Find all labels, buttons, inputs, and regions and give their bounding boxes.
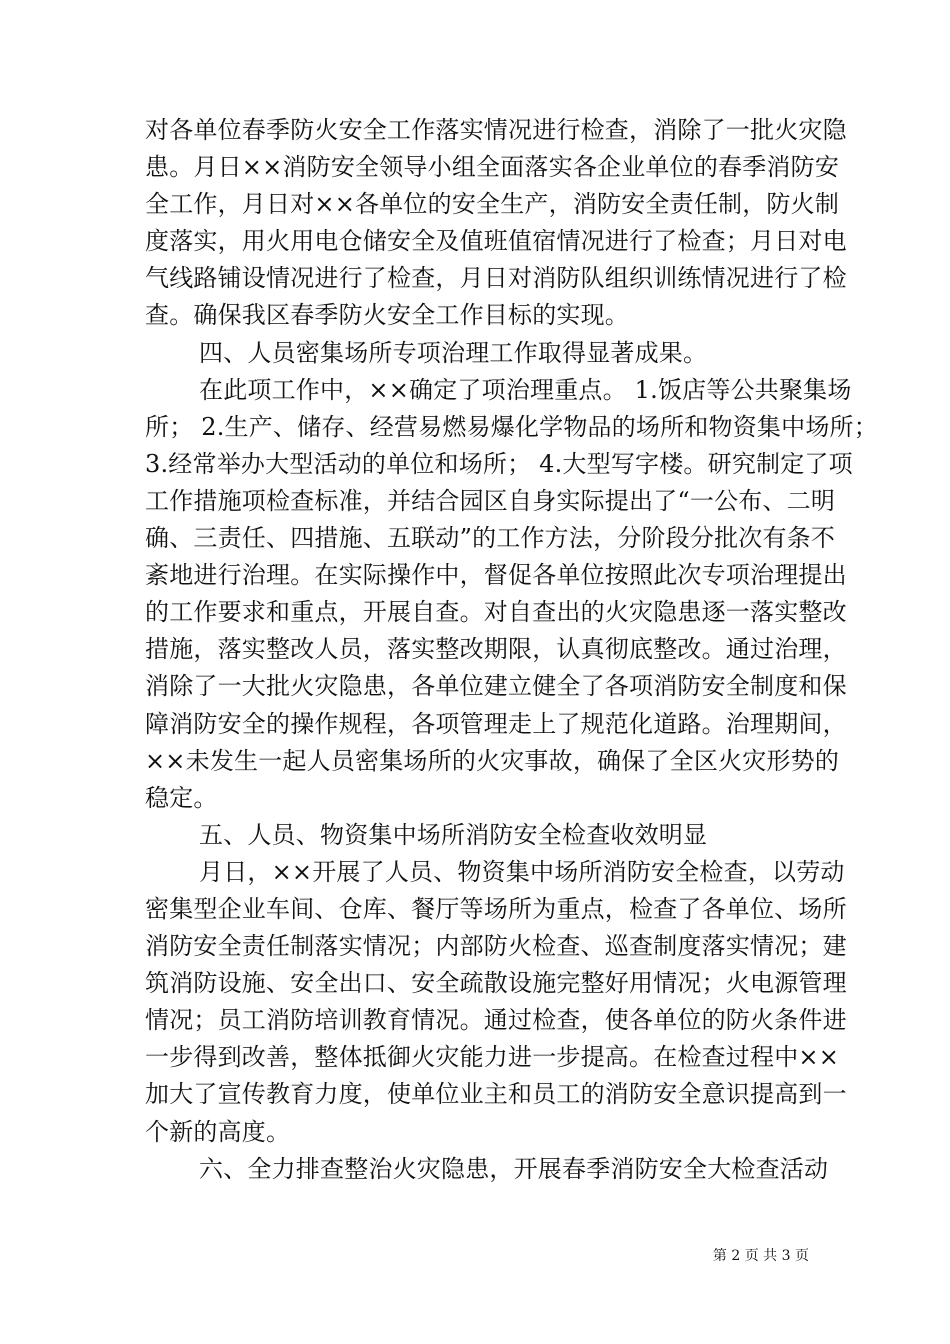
text-line: 个新的高度。 — [145, 1117, 291, 1146]
text-line: 所； 2.生产、储存、经营易燃易爆化学物品的场所和物资集中场所； — [145, 412, 878, 441]
text-line: 确、三责任、四措施、五联动”的工作方法，分阶段分批次有条不 — [145, 524, 836, 553]
document-body — [145, 112, 878, 1188]
page-number: 第 2 页 共 3 页 — [712, 1248, 809, 1264]
text-line: 月日，××开展了人员、物资集中场所消防安全检查，以劳动 — [199, 857, 845, 886]
text-line: 密集型企业车间、仓库、餐厅等场所为重点，检查了各单位、场所 — [145, 894, 847, 923]
text-line: 筑消防设施、安全出口、安全疏散设施完整好用情况；火电源管理 — [145, 969, 847, 998]
text-line: 紊地进行治理。在实际操作中，督促各单位按照此次专项治理提出 — [145, 561, 847, 590]
text-line: 一步得到改善，整体抵御火灾能力进一步提高。在检查过程中×× — [145, 1043, 840, 1072]
text-line: 在此项工作中，××确定了项治理重点。 1.饭店等公共聚集场 — [199, 375, 852, 404]
text-line: 工作措施项检查标准，并结合园区自身实际提出了“一公布、二明 — [145, 486, 836, 515]
text-line: 障消防安全的操作规程，各项管理走上了规范化道路。治理期间， — [145, 709, 847, 738]
text-line: 消除了一大批火灾隐患，各单位建立健全了各项消防安全制度和保 — [145, 672, 847, 701]
text-line: 情况；员工消防培训教育情况。通过检查，使各单位的防火条件进 — [145, 1006, 847, 1035]
text-line: 全工作，月日对××各单位的安全生产，消防安全责任制，防火制 — [145, 190, 840, 219]
text-line: ××未发生一起人员密集场所的火灾事故，确保了全区火灾形势的 — [145, 746, 840, 775]
text-line: 查。确保我区春季防火安全工作目标的实现。 — [145, 301, 629, 330]
text-line: 五、人员、物资集中场所消防安全检查收效明显 — [199, 820, 708, 849]
text-line: 四、人员密集场所专项治理工作取得显著成果。 — [199, 338, 708, 367]
text-line: 的工作要求和重点，开展自查。对自查出的火灾隐患逐一落实整改 — [145, 598, 847, 627]
text-line: 患。月日××消防安全领导小组全面落实各企业单位的春季消防安 — [145, 153, 840, 182]
text-line: 度落实，用火用电仓储安全及值班值宿情况进行了检查；月日对电 — [145, 227, 847, 256]
text-line: 消防安全责任制落实情况；内部防火检查、巡查制度落实情况；建 — [145, 932, 847, 961]
text-line: 稳定。 — [145, 783, 218, 812]
text-line: 加大了宣传教育力度，使单位业主和员工的消防安全意识提高到一 — [145, 1080, 847, 1109]
text-line: 对各单位春季防火安全工作落实情况进行检查，消除了一批火灾隐 — [145, 116, 847, 144]
text-line: 3.经常举办大型活动的单位和场所； 4.大型写字楼。研究制定了项 — [145, 449, 853, 478]
text-line: 气线路铺设情况进行了检查，月日对消防队组织训练情况进行了检 — [145, 264, 847, 293]
text-line: 六、全力排查整治火灾隐患，开展春季消防安全大检查活动 — [199, 1154, 829, 1183]
text-line: 措施，落实整改人员，落实整改期限，认真彻底整改。通过治理， — [145, 635, 847, 664]
